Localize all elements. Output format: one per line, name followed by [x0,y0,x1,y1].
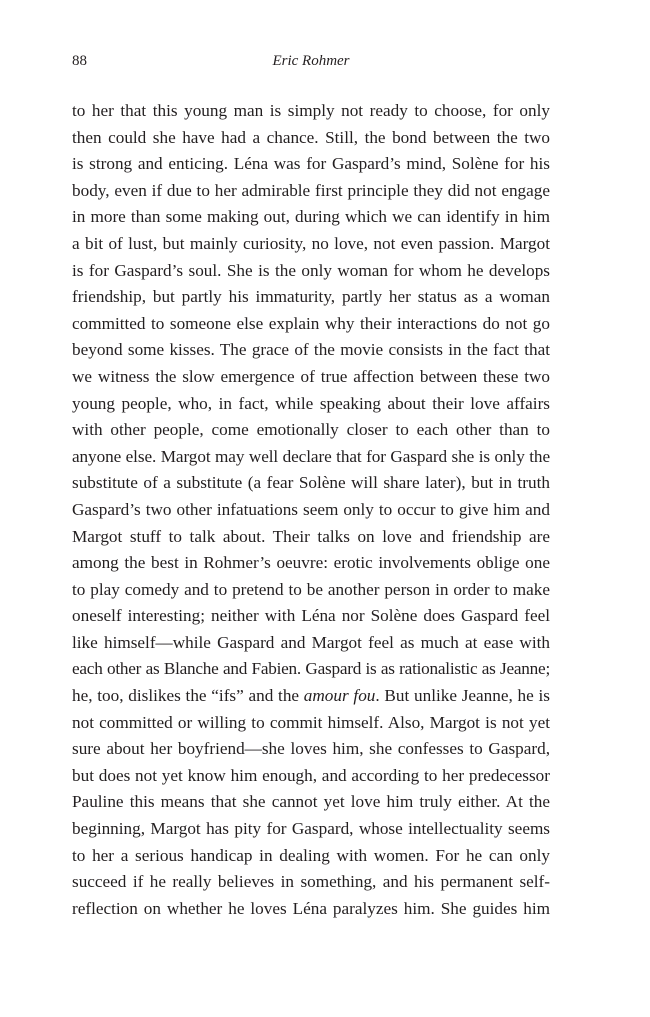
text-line: friendship, but partly his immaturity, partly her status as a woman [72,287,550,307]
text-line: beyond some kisses. The grace of the movie consists in the fact that [72,340,550,360]
text-line: Pauline this means that she cannot yet love him truly either. At the [72,792,550,812]
text-line: is strong and enticing. Léna was for Gaspard’s mind, Solène for his [72,154,550,174]
text-line: beginning, Margot has pity for Gaspard, whose intellectuality seems [72,819,550,839]
text-line: with other people, come emotionally closer to each other than to [72,420,550,440]
text-line: oneself interesting; neither with Léna nor Solène does Gaspard feel [72,606,550,626]
italic-term: amour fou [303,686,376,706]
body-text [72,98,550,922]
text-line: committed to someone else explain why their interactions do not go [72,313,550,333]
text-run: . But unlike Jeanne, he is [375,686,550,706]
page-number: 88 [72,53,87,69]
text-line: not committed or willing to commit himself. Also, Margot is not yet [72,712,550,732]
text-line: we witness the slow emergence of true affection between these two [72,366,550,386]
running-head: Eric Rohmer [272,53,350,69]
text-line: but does not yet know him enough, and according to her predecessor [72,765,550,785]
text-line: Margot stuff to talk about. Their talks on love and friendship are [72,526,550,546]
text-line [72,683,550,710]
text-line: succeed if he really believes in something, and his permanent self- [72,872,550,892]
text-run: he, too, dislikes the “ifs” and the [72,686,304,706]
text-line: then could she have had a chance. Still, the bond between the two [72,127,550,147]
text-line: to her a serious handicap in dealing with women. For he can only [72,845,550,865]
text-line: among the best in Rohmer’s oeuvre: erotic involvements oblige one [72,553,550,573]
text-line: is for Gaspard’s soul. She is the only woman for whom he develops [72,260,550,280]
text-line: like himself—while Gaspard and Margot feel as much at ease with [72,632,550,652]
text-line: to her that this young man is simply not ready to choose, for only [72,101,550,120]
text-line: sure about her boyfriend—she loves him, she confesses to Gaspard, [72,739,550,759]
text-line: substitute of a substitute (a fear Solène will share later), but in truth [72,473,550,493]
text-line: in more than some making out, during which we can identify in him [72,207,550,227]
text-line: Gaspard’s two other infatuations seem only to occur to give him and [72,499,550,519]
text-line: anyone else. Margot may well declare that for Gaspard she is only the [72,446,550,466]
text-line: young people, who, in fact, while speaking about their love affairs [72,393,550,413]
text-line: to play comedy and to pretend to be another person in order to make [72,579,550,599]
text-line: each other as Blanche and Fabien. Gaspard is as rationalistic as Jeanne; [72,659,550,679]
page-header [72,51,550,71]
text-line: body, even if due to her admirable first principle they did not engage [72,180,550,200]
text-line: a bit of lust, but mainly curiosity, no love, not even passion. Margot [72,233,550,253]
text-line: reflection on whether he loves Léna paralyzes him. She guides him [72,898,550,918]
